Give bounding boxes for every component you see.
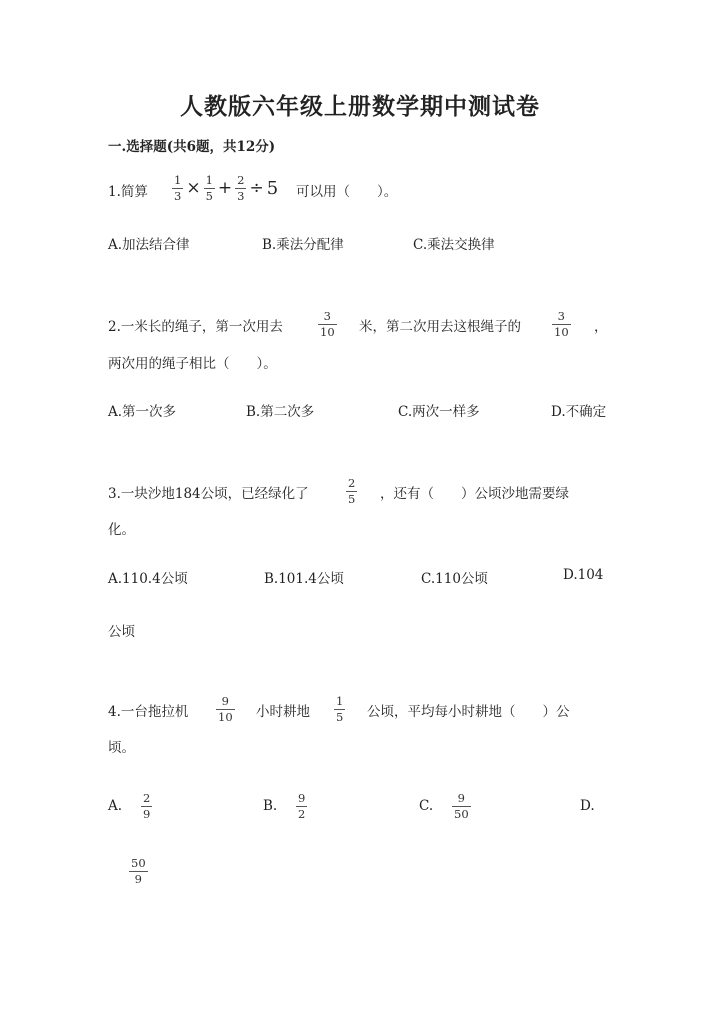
- q3-option-c[interactable]: C.110公顷: [421, 571, 488, 587]
- q2-text-line2: 两次用的绳子相比（ ）。: [108, 356, 277, 372]
- q1-option-a[interactable]: A.加法结合律: [108, 237, 190, 253]
- q2-text-part2: 米，第二次用去这根绳子的: [359, 319, 521, 335]
- fraction: 2 5: [348, 476, 356, 506]
- fraction: $\frac{1}{3}$: [174, 173, 182, 203]
- q4-text-part1: 4.一台拖拉机: [108, 704, 189, 720]
- q3-option-b[interactable]: B.101.4公顷: [264, 571, 344, 587]
- q4-text-part2: 小时耕地: [256, 704, 310, 720]
- fraction: 3 10: [554, 309, 569, 339]
- q3-option-d[interactable]: D.104: [563, 567, 604, 583]
- fraction: $\frac{1}{5}$: [205, 173, 213, 203]
- q2-option-c[interactable]: C.两次一样多: [398, 404, 480, 420]
- number: 5: [266, 177, 279, 199]
- fraction: 9 2: [298, 791, 306, 821]
- q2-text-part1: 2.一米长的绳子，第一次用去: [108, 319, 283, 335]
- fraction: 2 9: [143, 791, 151, 821]
- q2-option-a[interactable]: A.第一次多: [108, 404, 177, 420]
- q1-option-c[interactable]: C.乘法交换律: [413, 237, 495, 253]
- q2-text-part3: ，: [594, 319, 608, 335]
- fraction: 9 50: [454, 791, 469, 821]
- divide-operator: ÷: [249, 178, 264, 198]
- q3-option-d-continuation: 公顷: [108, 624, 135, 640]
- option-label: D.: [580, 798, 595, 814]
- q3-text-part2: ，还有（ ）公顷沙地需要绿: [380, 486, 569, 502]
- q1-option-b[interactable]: B.乘法分配律: [262, 237, 344, 253]
- page-title: 人教版六年级上册数学期中测试卷: [180, 93, 540, 120]
- fraction: $\frac{2}{3}$: [237, 173, 245, 203]
- fraction: 9 10: [218, 694, 233, 724]
- fraction: 50 9: [131, 856, 146, 886]
- q3-text-line2: 化。: [108, 522, 135, 538]
- option-label: A.: [108, 798, 123, 814]
- q2-option-d[interactable]: D.不确定: [551, 404, 607, 420]
- q3-option-a[interactable]: A.110.4公顷: [108, 571, 188, 587]
- plus-operator: +: [217, 178, 233, 198]
- q1-prefix: 1.简算: [108, 184, 148, 200]
- q4-text-line2: 顷。: [108, 740, 135, 756]
- q3-text-part1: 3.一块沙地184公顷，已经绿化了: [108, 486, 309, 502]
- option-label: C.: [419, 798, 434, 814]
- q1-expression: [172, 174, 278, 203]
- option-label: B.: [263, 798, 278, 814]
- q4-text-part3: 公顷，平均每小时耕地（ ）公: [367, 704, 570, 720]
- fraction: 1 5: [336, 694, 344, 724]
- q2-option-b[interactable]: B.第二次多: [246, 404, 315, 420]
- fraction: 3 10: [320, 309, 335, 339]
- section-heading: 一.选择题(共6题，共12分): [108, 139, 276, 155]
- times-operator: ×: [186, 178, 201, 198]
- q1-suffix: 可以用（ ）。: [296, 184, 398, 200]
